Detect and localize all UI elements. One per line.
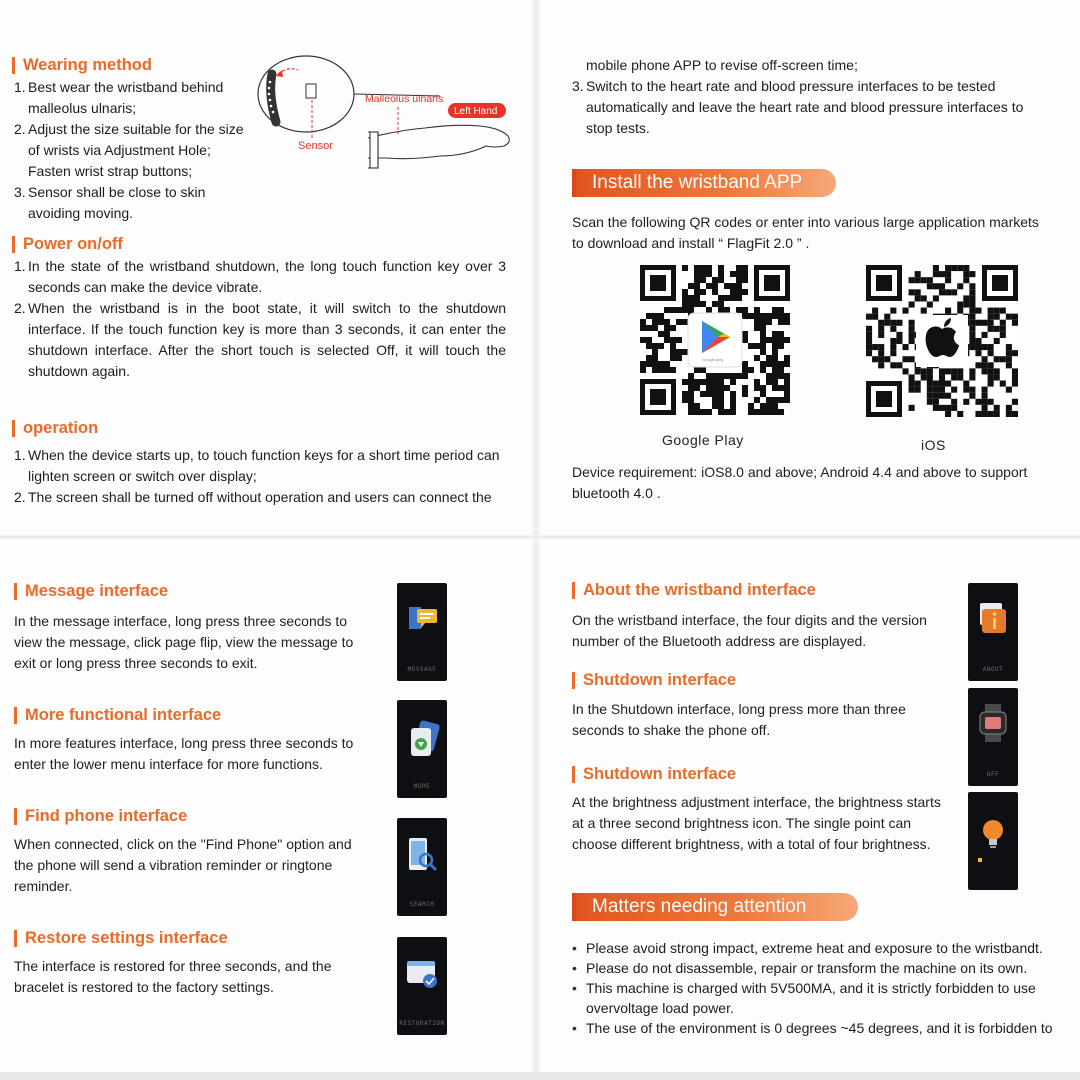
malleolus-label: Malleolus ulnaris [365,93,444,105]
attention-list [572,938,1057,1038]
search-phone-icon [397,818,447,888]
sensor-label: Sensor [298,140,333,152]
more-icon [397,700,447,770]
apple-icon [926,327,959,357]
list-item: 1. In the state of the wristband shutdown, the long touch function key over 3 seconds can make the device vibrate. [14,258,506,295]
wearing-method-heading: Wearing method [12,57,152,74]
list-item: 3. Switch to the heart rate and blood pressure interfaces to be tested automatically and leave the heart rate and blood pressure interfaces to stop tests. [572,78,1024,136]
operation-heading: operation [12,420,98,437]
list-item: 1. Best wear the wristband behind malleolus ulnaris; [14,79,224,116]
list-item: 2. The screen shall be turned off without operation and users can connect the [14,489,492,505]
message-screen-thumbnail: MESSAGE [397,583,447,681]
list-item: • This machine is charged with 5V500MA, and it is strictly forbidden to use overvoltage load power. [572,978,1057,1018]
watch-off-icon [968,688,1018,758]
search-screen-thumbnail: SEARCH [397,818,447,916]
wristband-wearing-diagram [250,52,520,187]
bottom-edge [0,1072,1080,1080]
brightness-screen-thumbnail [968,792,1018,890]
shutdown-interface-text: In the Shutdown interface, long press more than three seconds to shake the phone off. [572,701,906,738]
google-play-mini-label: Google play [702,357,724,362]
more-functional-heading: More functional interface [14,707,221,724]
ios-label: iOS [921,437,946,453]
restore-screen-thumbnail: RESTORATION [397,937,447,1035]
find-phone-text: When connected, click on the "Find Phone" option and the phone will send a vibration reminder or ringtone reminder. [14,836,352,894]
restore-settings-text: The interface is restored for three seconds, and the bracelet is restored to the factory settings. [14,958,332,995]
brightness-interface-text: At the brightness adjustment interface, the brightness starts at a three second brightness icon. The single point can choose different brightness, with a total of four brightness. [572,794,941,852]
operation-list [14,445,514,508]
list-item: 1. When the device starts up, to touch function keys for a short time period can lighten screen or switch over display; [14,447,500,484]
install-instructions: Scan the following QR codes or enter into various large application markets to download and install “ FlagFit 2.0 ” . [572,214,1039,251]
power-list [14,256,506,382]
page-fold-horizontal [0,535,1080,539]
about-wristband-heading: About the wristband interface [572,582,816,599]
find-phone-heading: Find phone interface [14,808,187,825]
page-fold-vertical [532,0,540,1080]
restore-settings-heading: Restore settings interface [14,930,228,947]
install-app-banner: Install the wristband APP [572,169,836,197]
ios-qr-code[interactable] [866,265,1018,417]
continued-list [572,76,1047,139]
continued-text: mobile phone APP to revise off-screen time; [586,57,858,73]
message-icon [397,583,447,653]
list-item: 3. Sensor shall be close to skin avoiding moving. [14,184,206,221]
list-item: 2. Adjust the size suitable for the size of wrists via Adjustment Hole; Fasten wrist strap buttons; [14,121,244,179]
google-play-label: Google Play [662,432,744,448]
about-screen-thumbnail: ABOUT [968,583,1018,681]
brightness-interface-heading: Shutdown interface [572,766,736,783]
list-item: 2. When the wristband is in the boot state, it will switch to the shutdown interface. If the touch function key is more than 3 seconds, it can enter the shutdown interface. After the short touch is selected Off, it will touch the shutdown again. [14,300,506,379]
about-info-icon [968,583,1018,653]
restore-icon [397,937,447,1007]
shutdown-screen-thumbnail: OFF [968,688,1018,786]
device-requirement: Device requirement: iOS8.0 and above; Android 4.4 and above to support bluetooth 4.0 . [572,464,1028,501]
message-interface-heading: Message interface [14,583,168,600]
list-item: • Please avoid strong impact, extreme heat and exposure to the wristbandt. [572,938,1057,958]
google-play-qr-code[interactable] [640,265,790,415]
message-interface-text: In the message interface, long press three seconds to view the message, click page flip, view the message to exit or long press three seconds to exit. [14,613,354,671]
lightbulb-icon [968,792,1018,890]
more-functional-text: In more features interface, long press three seconds to enter the lower menu interface for more functions. [14,735,354,772]
wearing-method-list [14,77,254,224]
list-item: • Please do not disassemble, repair or transform the machine on its own. [572,958,1057,978]
power-heading: Power on/off [12,236,123,253]
more-screen-thumbnail: MORE [397,700,447,798]
about-wristband-text: On the wristband interface, the four digits and the version number of the Bluetooth address are displayed. [572,612,927,649]
left-hand-label: Left Hand [454,106,498,117]
attention-banner: Matters needing attention [572,893,858,921]
list-item: • The use of the environment is 0 degrees ~45 degrees, and it is forbidden to [572,1018,1057,1038]
shutdown-interface-heading: Shutdown interface [572,672,736,689]
